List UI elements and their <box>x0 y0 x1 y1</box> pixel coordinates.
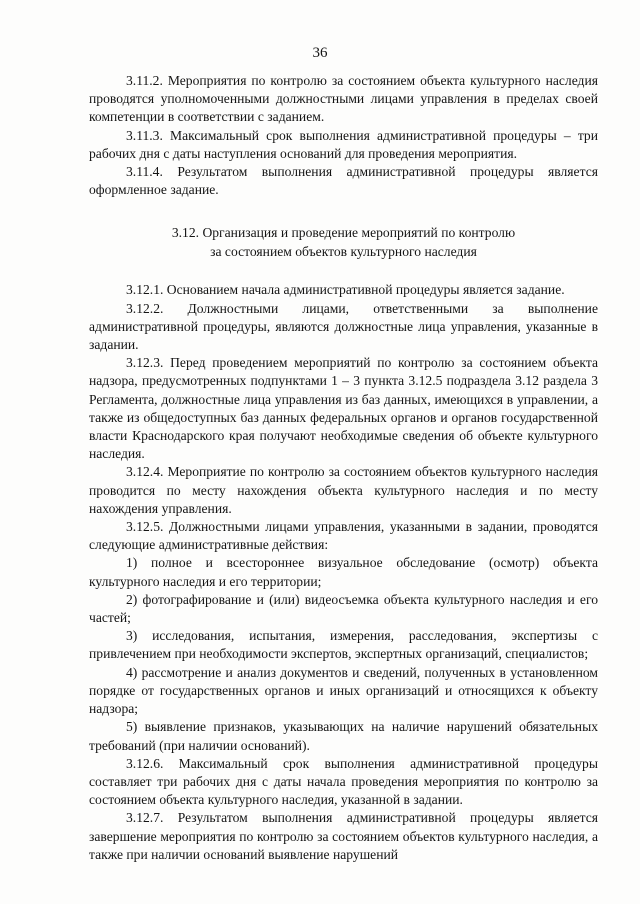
paragraph: 3.11.3. Максимальный срок выполнения административной процедуры – три рабочих дня с даты наступления оснований для проведения мероприятия. <box>89 127 598 161</box>
page-number: 36 <box>312 45 328 61</box>
document-body <box>89 72 598 864</box>
paragraph: 3.12.1. Основанием начала административной процедуры является задание. <box>126 282 565 298</box>
section-heading-line: 3.12. Организация и проведение мероприятий по контролю <box>171 225 516 241</box>
list-item: 2) фотографирование и (или) видеосъемка объекта культурного наследия и его частей; <box>89 591 598 626</box>
paragraph: 3.11.4. Результатом выполнения административной процедуры является оформленное задание. <box>89 164 598 198</box>
section-heading <box>89 223 598 261</box>
paragraph: 3.12.6. Максимальный срок выполнения административной процедуры составляет три рабочих дня с даты начала проведения мероприятия по контролю за состоянием объекта культурного наследия, указанной в задании. <box>89 755 598 808</box>
list-item: 3) исследования, испытания, измерения, расследования, экспертизы с привлечением при необходимости экспертов, экспертных организаций, специалистов; <box>89 628 598 662</box>
paragraph: 3.12.4. Мероприятие по контролю за состоянием объектов культурного наследия проводится по месту нахождения объекта культурного наследия и по месту нахождения управления. <box>89 464 598 516</box>
paragraph: 3.12.2. Должностными лицами, ответственными за выполнение административной процедуры, являются должностные лица управления, указанные в задании. <box>89 300 598 353</box>
paragraph: 3.12.3. Перед проведением мероприятий по контролю за состоянием объекта надзора, предусмотренных подпунктами 1 – 3 пункта 3.12.5 подраздела 3.12 раздела 3 Регламента, должностные лица управления из баз данных, имеющихся в управлении, а также из общедоступных баз данных федеральных органов и органов государственной власти Краснодарского края получают необходимые сведения об объекте культурного наследия. <box>89 355 598 462</box>
paragraph: 3.12.5. Должностными лицами управления, указанными в задании, проводятся следующие административные действия: <box>89 519 598 553</box>
paragraph: 3.12.7. Результатом выполнения административной процедуры является завершение мероприятия по контролю за состоянием объектов культурного наследия, а также при наличии оснований выявление нарушений <box>89 810 598 862</box>
list-item: 5) выявление признаков, указывающих на наличие нарушений обязательных требований (при наличии оснований). <box>89 719 598 753</box>
list-item: 1) полное и всестороннее визуальное обследование (осмотр) объекта культурного наследия и его территории; <box>89 555 598 589</box>
paragraph: 3.11.2. Мероприятия по контролю за состоянием объекта культурного наследия проводятся уполномоченными должностными лицами управления в пределах своей компетенции в соответствии с заданием. <box>89 73 598 125</box>
list-item: 4) рассмотрение и анализ документов и сведений, полученных в установленном порядке от государственных органов и иных организаций и относящихся к объекту надзора; <box>89 664 598 717</box>
section-heading-line: за состоянием объектов культурного наследия <box>210 244 477 260</box>
